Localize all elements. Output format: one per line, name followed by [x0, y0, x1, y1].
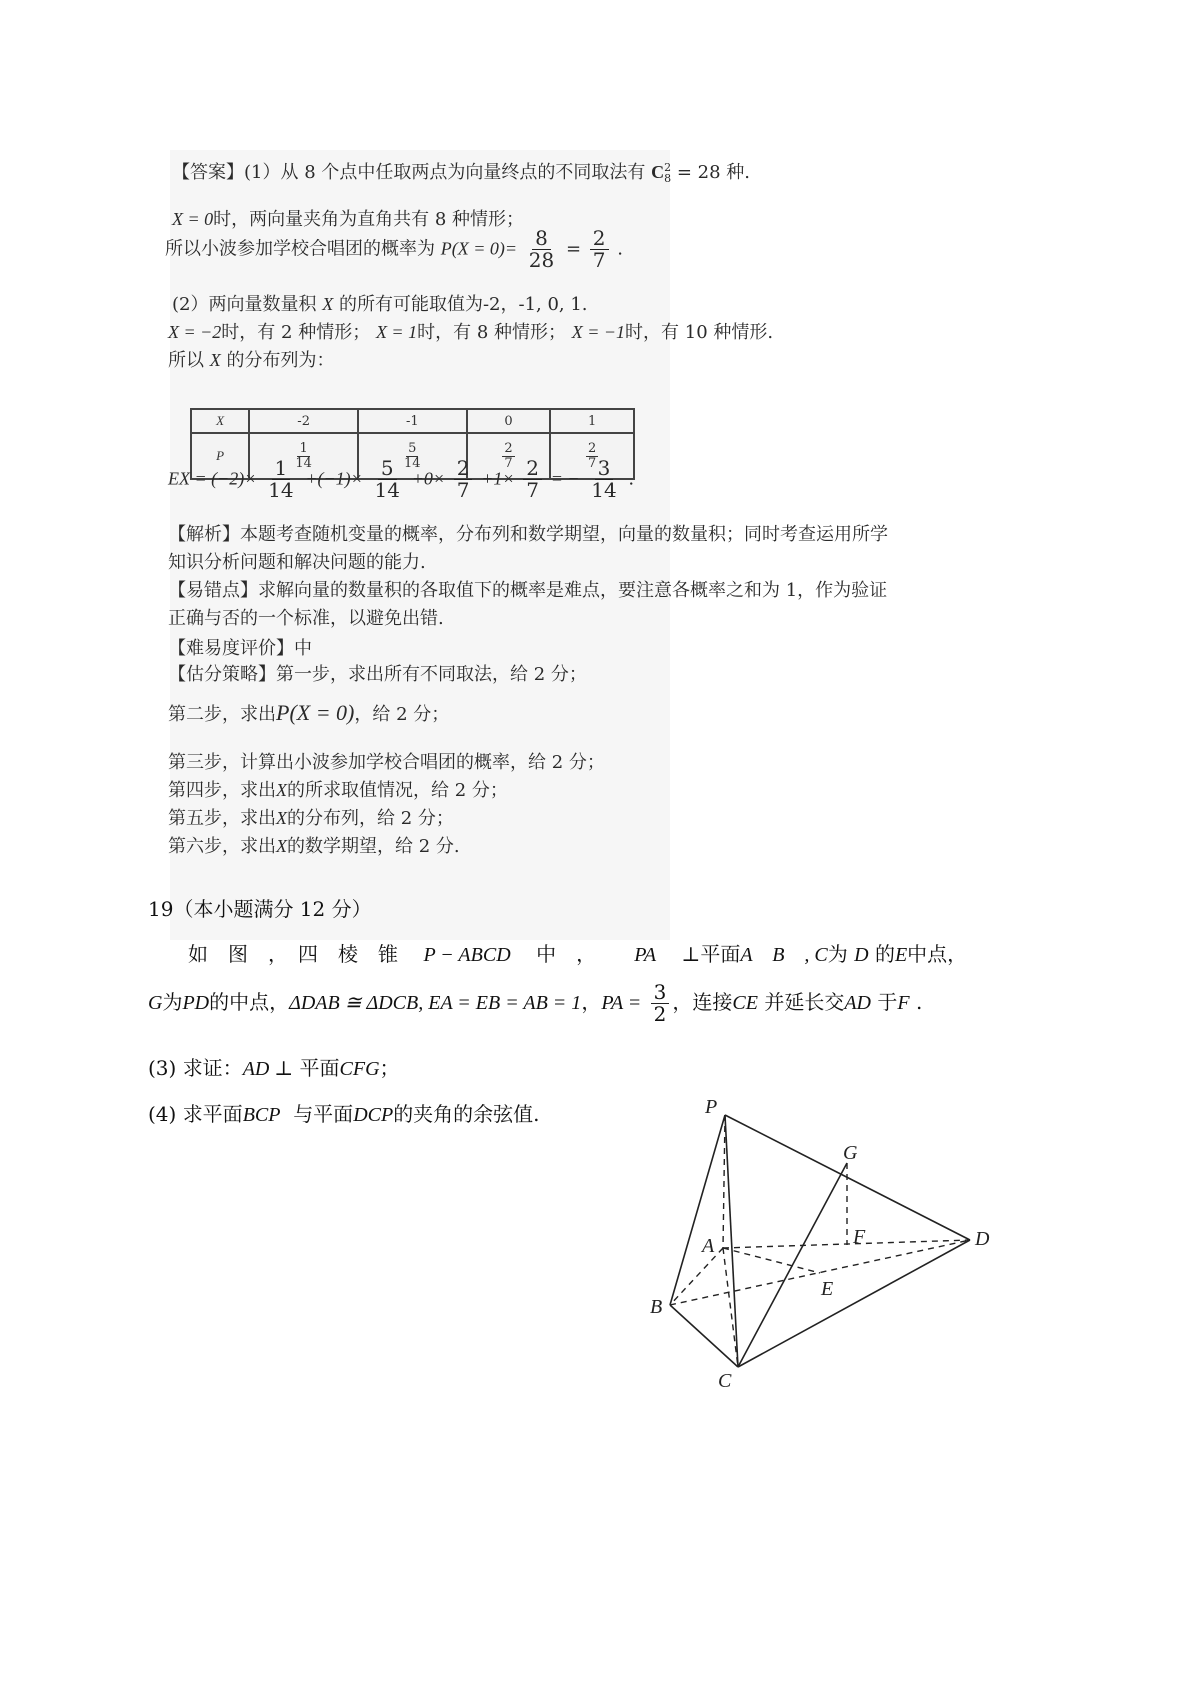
- question-part3: (3) 求证：AD ⊥ 平面CFG；: [148, 1056, 400, 1080]
- label-P: P: [705, 1096, 718, 1118]
- strategy-line-1: 【估分策略】第一步，求出所有不同取法，给 2 分；: [168, 664, 587, 685]
- answer-x0-line: X = 0时，两向量夹角为直角共有 8 种情形；: [172, 209, 525, 230]
- answer-probability-line: 所以小波参加学校合唱团的概率为 P(X = 0)= $\frac{8}{28}$ = $\frac{2}{7}$ .: [165, 226, 623, 272]
- table-cell: X: [191, 409, 249, 433]
- table-row: [191, 409, 634, 433]
- table-cell: $\frac{2}{7}$: [550, 433, 634, 479]
- answer-part2: (2）两向量数量积 X 的所有可能取值为-2，-1, 0, 1.: [172, 294, 588, 315]
- edge-PB: [670, 1115, 725, 1305]
- error-line-2: 正确与否的一个标准，以避免出错.: [168, 608, 444, 629]
- edge-PC: [725, 1115, 738, 1367]
- answer-distribution-lead: 所以 X 的分布列为：: [168, 350, 335, 371]
- question-part4: (4) 求平面BCP 与平面DCP的夹角的余弦值.: [148, 1102, 540, 1126]
- error-line-1: 【易错点】求解向量的数量积的各取值下的概率是难点，要注意各概率之和为 1，作为验证: [168, 580, 888, 601]
- label-A: A: [702, 1235, 715, 1257]
- strategy-line-3: 第三步，计算出小波参加学校合唱团的概率，给 2 分；: [168, 752, 605, 773]
- label-G: G: [843, 1142, 858, 1164]
- label-C: C: [718, 1370, 732, 1392]
- strategy-line-5: 第五步，求出X的分布列，给 2 分；: [168, 808, 454, 829]
- strategy-line-2: 第二步，求出P(X = 0)，给 2 分；: [168, 700, 450, 725]
- table-cell: $\frac{1}{14}$: [249, 433, 358, 479]
- label-D: D: [975, 1228, 990, 1250]
- table-cell: 0: [467, 409, 551, 433]
- table-cell: P: [191, 433, 249, 479]
- analysis-line-1: 【解析】本题考查随机变量的概率，分布列和数学期望，向量的数量积；同时考查运用所学: [168, 524, 888, 545]
- analysis-line-2: 知识分析问题和解决问题的能力.: [168, 552, 426, 573]
- pyramid-figure: [640, 1090, 990, 1392]
- label-E: E: [821, 1278, 834, 1300]
- question-line-1: 如 图 ， 四 棱 锥 P − ABCD 中 ， PA ⊥平面A B , C为 D 的E中点，: [188, 942, 968, 966]
- edge-PA: [723, 1115, 725, 1248]
- difficulty-line: 【难易度评价】中: [168, 638, 312, 659]
- expectation-formula: EX = (−2)× $\frac{1}{14}$ +(−1)× $\frac{5}{14}$ +0× $\frac{2}{7}$ +1× $\frac{2}{7}$ = − $\frac{3}{14}$ .: [168, 456, 635, 502]
- table-cell: -1: [358, 409, 467, 433]
- question-line-2: G为PD的中点，ΔDAB ≅ ΔDCB, EA = EB = AB = 1，PA = $\frac{3}{2}$ ，连接CE 并延长交AD 于F .: [148, 980, 923, 1026]
- table-cell: -2: [249, 409, 358, 433]
- label-F: F: [853, 1226, 866, 1248]
- edge-AC: [723, 1248, 738, 1367]
- table-cell: $\frac{5}{14}$: [358, 433, 467, 479]
- table-cell: 1: [550, 409, 634, 433]
- strategy-line-4: 第四步，求出X的所求取值情况，给 2 分；: [168, 780, 508, 801]
- answer-part1: 【答案】(1）从 8 个点中任取两点为向量终点的不同取法有 C 2 8 = 28 种.: [172, 161, 750, 185]
- question-header: 19（本小题满分 12 分）: [148, 897, 372, 921]
- answer-cases-line: X = −2时，有 2 种情形； X = 1时，有 8 种情形； X = −1时，有 10 种情形.: [168, 322, 774, 343]
- edge-BC: [670, 1305, 738, 1367]
- table-cell: $\frac{2}{7}$: [467, 433, 551, 479]
- edge-AE: [723, 1248, 820, 1273]
- label-B: B: [650, 1296, 663, 1318]
- strategy-line-6: 第六步，求出X的数学期望，给 2 分.: [168, 836, 460, 857]
